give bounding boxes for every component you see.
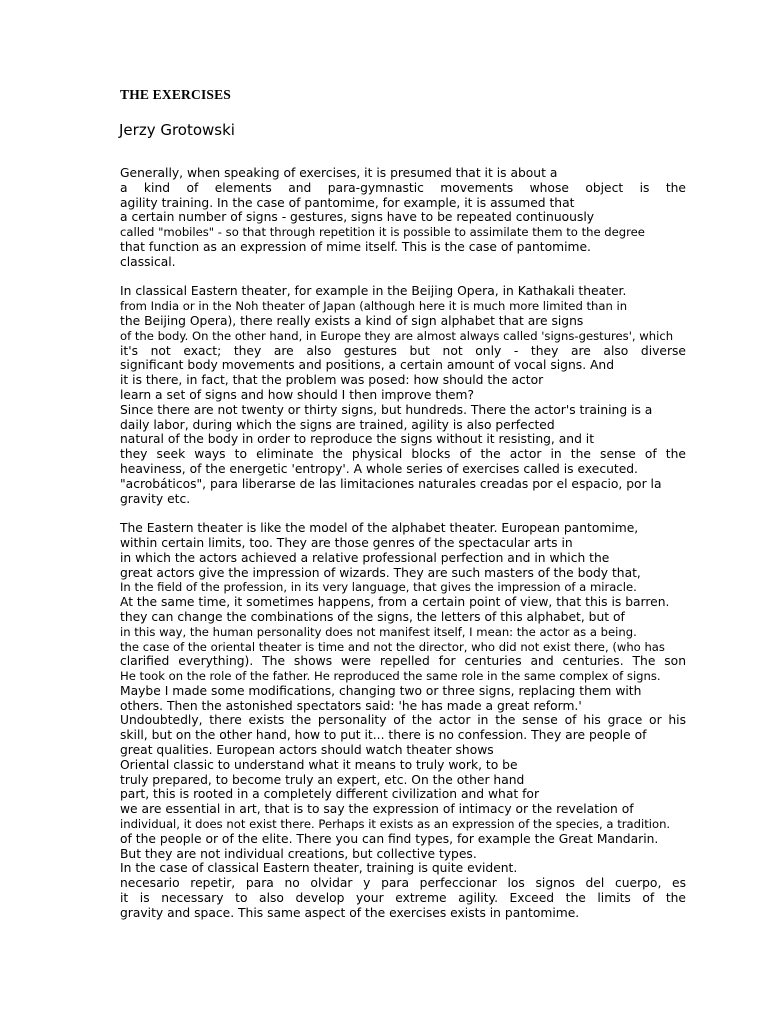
text-line: daily labor, during which the signs are trained, agility is also perfected — [120, 417, 555, 432]
text-line: But they are not individual creations, but collective types. — [120, 846, 477, 861]
text-line: great actors give the impression of wizards. They are such masters of the body that, — [120, 565, 641, 580]
author-name: Jerzy Grotowski — [119, 121, 235, 139]
text-line: that function as an expression of mime itself. This is the case of pantomime. — [120, 239, 591, 254]
text-line: agility training. In the case of pantomime, for example, it is assumed that — [120, 195, 575, 210]
text-line: heaviness, of the energetic 'entropy'. A whole series of exercises called is executed. — [120, 461, 638, 476]
text-line: a certain number of signs - gestures, signs have to be repeated continuously — [120, 210, 595, 225]
text-line: truly prepared, to become truly an expert, etc. On the other hand — [120, 772, 525, 787]
text-line: gravity etc. — [120, 491, 191, 506]
text-line: they can change the combinations of the signs, the letters of this alphabet, but of — [120, 609, 625, 624]
text-line: clarified everything). The shows were repelled for centuries and centuries. The son — [120, 654, 686, 669]
text-line: "acrobáticos", para liberarse de las limitaciones naturales creadas por el espacio, por la — [120, 476, 662, 491]
text-line: they seek ways to eliminate the physical blocks of the actor in the sense of the — [120, 447, 686, 462]
text-line: At the same time, it sometimes happens, from a certain point of view, that this is barren. — [120, 595, 670, 610]
paragraph — [120, 284, 686, 506]
text-line: within certain limits, too. They are those genres of the spectacular arts in — [120, 535, 573, 550]
text-line: In the field of the profession, in its very language, that gives the impression of a miracle. — [120, 580, 637, 595]
text-line: classical. — [120, 254, 176, 269]
text-line: natural of the body in order to reproduce the signs without it resisting, and it — [120, 432, 595, 447]
text-line: significant body movements and positions, a certain amount of vocal signs. And — [120, 358, 615, 373]
text-line: the case of the oriental theater is time and not the director, who did not exist there, (who has — [120, 639, 665, 654]
text-line: In classical Eastern theater, for example in the Beijing Opera, in Kathakali theater. — [120, 284, 627, 299]
text-line: gravity and space. This same aspect of the exercises exists in pantomime. — [120, 905, 580, 920]
text-line: Generally, when speaking of exercises, it is presumed that it is about a — [120, 166, 558, 180]
text-line: Since there are not twenty or thirty signs, but hundreds. There the actor's training is a — [120, 402, 653, 417]
text-line: others. Then the astonished spectators said: 'he has made a great reform.' — [120, 698, 582, 713]
text-line: In the case of classical Eastern theater, training is quite evident. — [120, 861, 518, 876]
paragraph — [120, 166, 686, 270]
text-line: great qualities. European actors should watch theater shows — [120, 743, 494, 758]
text-line: it is there, in fact, that the problem was posed: how should the actor — [120, 373, 544, 388]
document-title: THE EXERCISES — [120, 87, 232, 102]
text-line: it's not exact; they are also gestures but not only - they are also diverse — [120, 343, 686, 358]
text-line: called "mobiles" - so that through repetition it is possible to assimilate them to the degree — [120, 225, 645, 240]
text-line: from India or in the Noh theater of Japan (although here it is much more limited than in — [120, 299, 628, 314]
paragraph — [120, 521, 686, 921]
text-line: we are essential in art, that is to say the expression of intimacy or the revelation of — [120, 802, 634, 817]
text-line: of the people or of the elite. There you can find types, for example the Great Mandarin. — [120, 831, 659, 846]
text-line: of the body. On the other hand, in Europe they are almost always called 'signs-gestures', which — [120, 328, 674, 343]
document-body — [120, 166, 686, 935]
text-line: He took on the role of the father. He reproduced the same role in the same complex of signs. — [120, 669, 661, 684]
text-line: necesario repetir, para no olvidar y para perfeccionar los signos del cuerpo, es — [120, 876, 686, 891]
text-line: learn a set of signs and how should I then improve them? — [120, 387, 475, 402]
text-line: Oriental classic to understand what it means to truly work, to be — [120, 757, 518, 772]
text-line: a kind of elements and para-gymnastic movements whose object is the — [120, 180, 686, 195]
text-line: it is necessary to also develop your extreme agility. Exceed the limits of the — [120, 891, 686, 906]
text-line: in this way, the human personality does not manifest itself, I mean: the actor as a being. — [120, 624, 637, 639]
text-line: Maybe I made some modifications, changing two or three signs, replacing them with — [120, 683, 642, 698]
text-line: individual, it does not exist there. Perhaps it exists as an expression of the species, a tradition. — [120, 817, 671, 832]
text-line: skill, but on the other hand, how to put it... there is no confession. They are people of — [120, 728, 647, 743]
text-line: in which the actors achieved a relative professional perfection and in which the — [120, 550, 610, 565]
text-line: part, this is rooted in a completely different civilization and what for — [120, 787, 540, 802]
text-line: Undoubtedly, there exists the personality of the actor in the sense of his grace or his — [120, 713, 686, 728]
text-line: The Eastern theater is like the model of the alphabet theater. European pantomime, — [120, 521, 639, 536]
text-line: the Beijing Opera), there really exists a kind of sign alphabet that are signs — [120, 313, 584, 328]
